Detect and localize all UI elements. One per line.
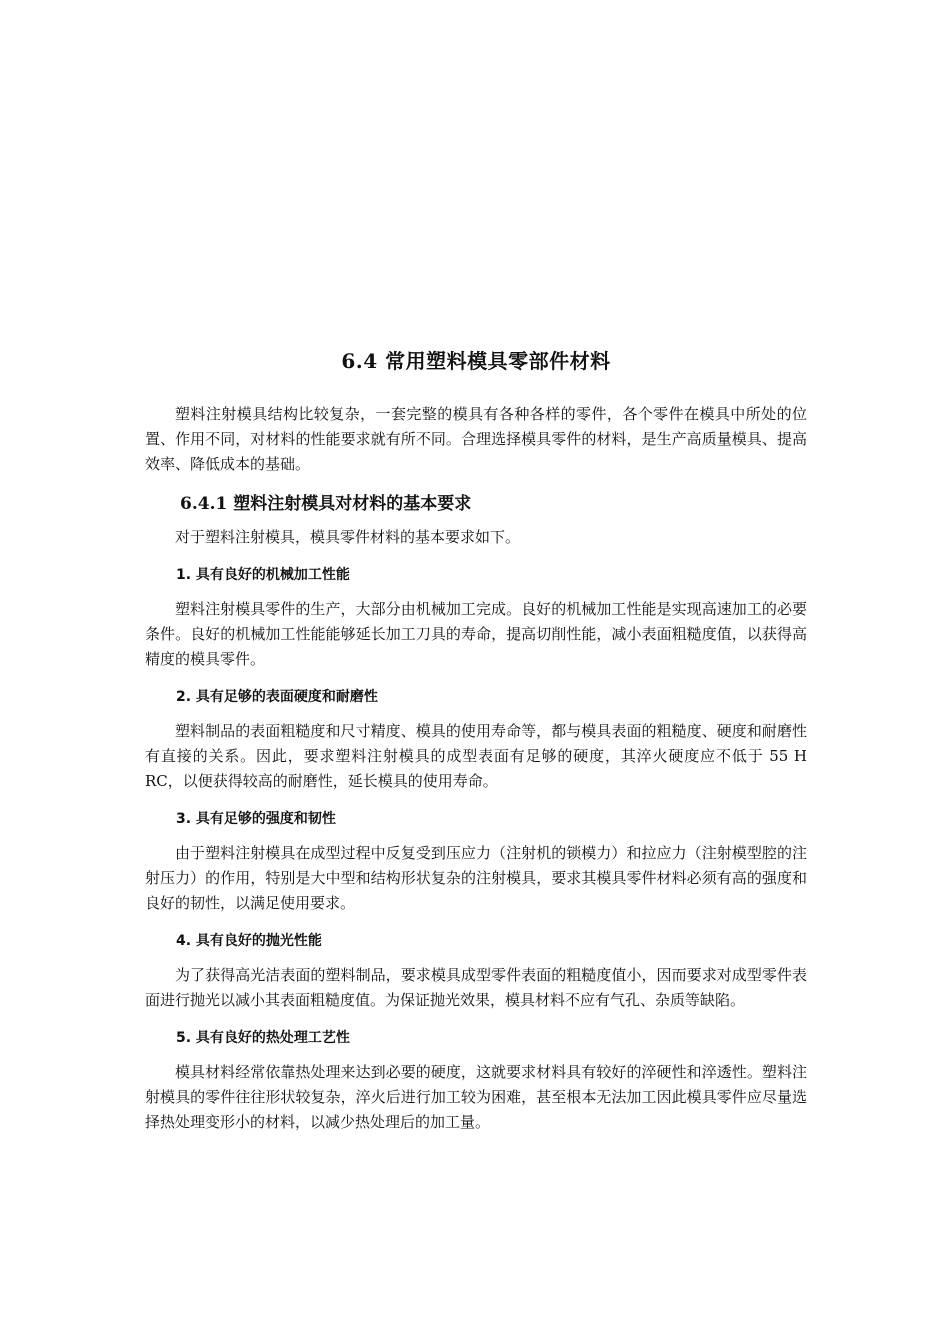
item-heading-3: 3. 具有足够的强度和韧性 <box>176 811 336 827</box>
item-paragraph-4: 为了获得高光洁表面的塑料制品，要求模具成型零件表面的粗糙度值小，因而要求对成型零件表面进行抛光以减小其表面粗糙度值。为保证抛光效果，模具材料不应有气孔、杂质等缺陷。 <box>145 966 807 1009</box>
item-heading-4: 4. 具有良好的抛光性能 <box>176 933 322 949</box>
subsection-lead-paragraph: 对于塑料注射模具，模具零件材料的基本要求如下。 <box>175 528 521 546</box>
item-paragraph-3: 由于塑料注射模具在成型过程中反复受到压应力（注射机的锁模力）和拉应力（注射模型腔的注射压力）的作用，特别是大中型和结构形状复杂的注射模具，要求其模具零件材料必须有高的强度和良好的韧性，以满足使用要求。 <box>145 844 807 912</box>
page-content <box>145 346 807 1144</box>
item-paragraph-5: 模具材料经常依靠热处理来达到必要的硬度，这就要求材料具有较好的淬硬性和淬透性。塑料注射模具的零件往往形状较复杂，淬火后进行加工较为困难，甚至根本无法加工因此模具零件应尽量选择热处理变形小的材料，以减少热处理后的加工量。 <box>145 1063 807 1131</box>
subsection-title: 6.4.1 塑料注射模具对材料的基本要求 <box>180 494 472 514</box>
item-paragraph-1: 塑料注射模具零件的生产，大部分由机械加工完成。良好的机械加工性能是实现高速加工的必要条件。良好的机械加工性能能够延长加工刀具的寿命，提高切削性能，减小表面粗糙度值，以获得高精度的模具零件。 <box>145 600 807 668</box>
item-paragraph-2: 塑料制品的表面粗糙度和尺寸精度、模具的使用寿命等，都与模具表面的粗糙度、硬度和耐磨性有直接的关系。因此，要求塑料注射模具的成型表面有足够的硬度，其淬火硬度应不低于 55 H RC，以便获得较高的耐磨性，延长模具的使用寿命。 <box>145 722 807 790</box>
item-heading-5: 5. 具有良好的热处理工艺性 <box>176 1030 350 1046</box>
section-title: 6.4 常用塑料模具零部件材料 <box>341 349 611 373</box>
item-heading-1: 1. 具有良好的机械加工性能 <box>176 567 350 583</box>
section-intro-paragraph: 塑料注射模具结构比较复杂，一套完整的模具有各种各样的零件，各个零件在模具中所处的位置、作用不同，对材料的性能要求就有所不同。合理选择模具零件的材料，是生产高质量模具、提高效率、降低成本的基础。 <box>145 405 807 473</box>
item-heading-2: 2. 具有足够的表面硬度和耐磨性 <box>176 689 378 705</box>
